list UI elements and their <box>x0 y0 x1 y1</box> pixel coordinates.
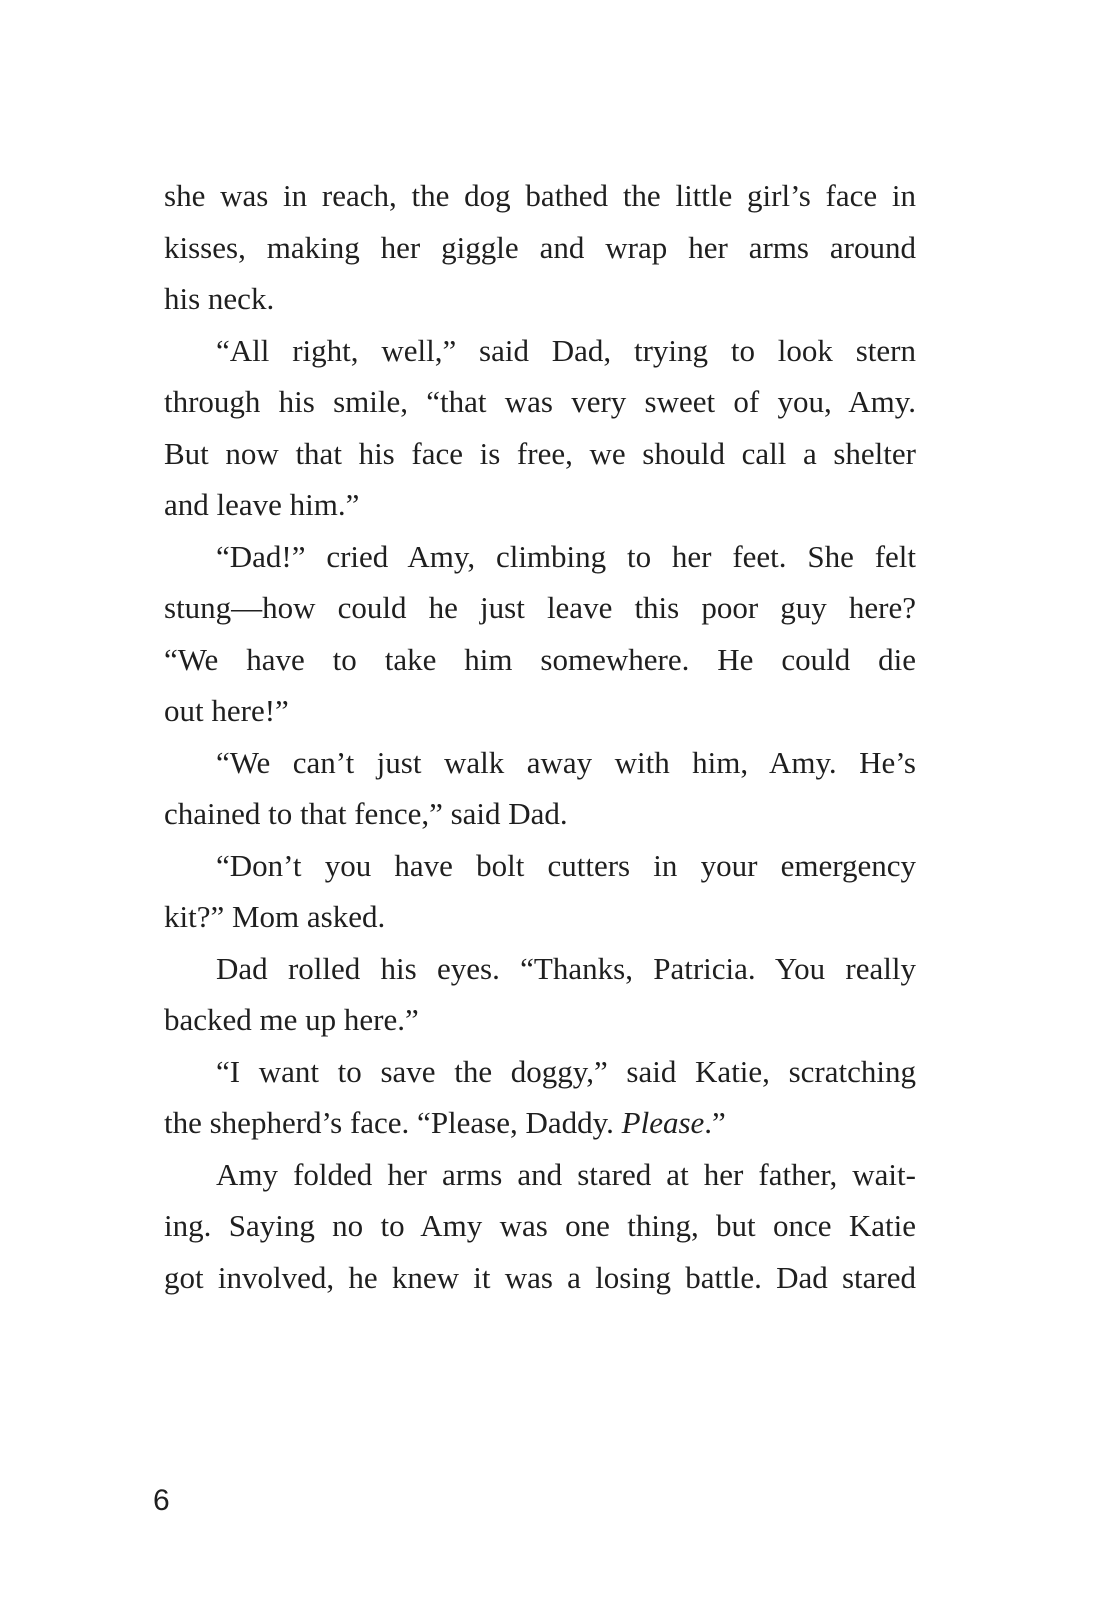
body-text <box>164 170 916 1303</box>
text-line: “We can’t just walk away with him, Amy. He’s <box>216 744 916 780</box>
text-segment: .” <box>704 1105 726 1140</box>
text-line: got involved, he knew it was a losing battle. Dad stared <box>164 1259 916 1295</box>
text-line: his neck. <box>164 281 275 316</box>
text-line: kisses, making her giggle and wrap her arms around <box>164 229 916 265</box>
text-line: “I want to save the doggy,” said Katie, scratching <box>216 1053 916 1089</box>
text-segment: the shepherd’s face. “Please, Daddy. <box>164 1105 622 1140</box>
text-line: backed me up here.” <box>164 1002 419 1037</box>
text-line: kit?” Mom asked. <box>164 899 386 934</box>
text-line: chained to that fence,” said Dad. <box>164 796 568 831</box>
text-line: through his smile, “that was very sweet of you, Amy. <box>164 384 916 419</box>
text-line: ing. Saying no to Amy was one thing, but once Katie <box>164 1208 916 1243</box>
text-line: “We have to take him somewhere. He could die <box>164 641 916 677</box>
text-line: Dad rolled his eyes. “Thanks, Patricia. You really <box>216 950 916 986</box>
text-line: out here!” <box>164 693 289 728</box>
page-number: 6 <box>153 1484 170 1517</box>
text-line: “All right, well,” said Dad, trying to look stern <box>216 332 916 368</box>
text-line: “Don’t you have bolt cutters in your emergency <box>216 847 916 883</box>
text-line: “Dad!” cried Amy, climbing to her feet. She felt <box>216 538 916 574</box>
text-line: But now that his face is free, we should call a shelter <box>164 435 916 471</box>
italic-emphasis: Please <box>621 1105 705 1140</box>
text-line: she was in reach, the dog bathed the little girl’s face in <box>164 178 916 213</box>
text-line: and leave him.” <box>164 487 360 522</box>
text-line <box>164 1097 916 1149</box>
text-line: stung—how could he just leave this poor guy here? <box>164 590 916 625</box>
text-line: Amy folded her arms and stared at her father, wait- <box>216 1156 916 1192</box>
